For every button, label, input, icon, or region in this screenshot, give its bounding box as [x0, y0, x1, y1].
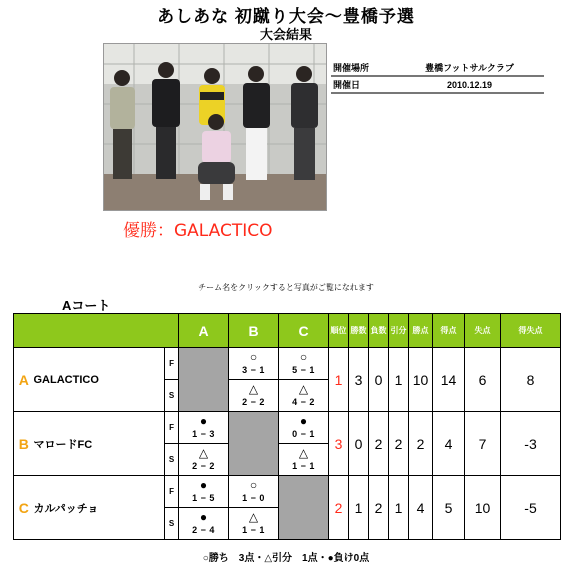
stat-rank: 3 [329, 412, 349, 476]
match-cell-a-s [179, 444, 229, 476]
match-score: 1 − 1 [242, 525, 265, 535]
stat-goals-for: 4 [433, 412, 465, 476]
result-symbol: ● [199, 510, 208, 524]
match-score: 4 − 2 [292, 397, 315, 407]
second-match-label: S [165, 444, 179, 476]
match-score: 1 − 1 [292, 461, 315, 471]
stat-losses: 2 [369, 476, 389, 540]
team-photo-image [104, 44, 327, 211]
col-header-c: C [279, 314, 329, 348]
match-score: 3 − 1 [242, 365, 265, 375]
team-name-link[interactable]: マロードFC [34, 412, 165, 476]
date-row [331, 76, 544, 93]
match-cell-c-f [279, 348, 329, 380]
winner-text: 優勝：GALACTICO [123, 221, 273, 241]
result-symbol: ○ [249, 478, 258, 492]
match-cell-b-f [229, 476, 279, 508]
col-header-wins: 勝数 [349, 314, 369, 348]
match-cell-c-s [279, 444, 329, 476]
stat-goals-for: 14 [433, 348, 465, 412]
match-cell-c-f [279, 412, 329, 444]
col-header-goals-for: 得点 [433, 314, 465, 348]
stat-draws: 1 [389, 476, 409, 540]
result-symbol: ○ [249, 350, 258, 364]
stat-goals-against: 7 [465, 412, 501, 476]
stat-losses: 0 [369, 348, 389, 412]
stat-points: 10 [409, 348, 433, 412]
match-cell-a-f [179, 476, 229, 508]
match-score: 2 − 2 [192, 461, 215, 471]
match-cell-b-s [229, 380, 279, 412]
col-header-losses: 負数 [369, 314, 389, 348]
stat-wins: 1 [349, 476, 369, 540]
league-table [13, 313, 561, 540]
venue-row [331, 59, 544, 76]
match-cell-b-s [229, 508, 279, 540]
header-row [14, 314, 561, 348]
date-value: 2010.12.19 [393, 76, 544, 93]
col-header-rank: 順位 [329, 314, 349, 348]
diagonal-cell [279, 476, 329, 540]
result-symbol: △ [248, 510, 259, 524]
stat-wins: 3 [349, 348, 369, 412]
stat-losses: 2 [369, 412, 389, 476]
first-match-label: F [165, 476, 179, 508]
stat-goal-diff: 8 [501, 348, 561, 412]
stat-goals-against: 6 [465, 348, 501, 412]
result-symbol: △ [248, 382, 259, 396]
stat-goal-diff: -5 [501, 476, 561, 540]
header-blank [14, 314, 179, 348]
col-header-b: B [229, 314, 279, 348]
stat-points: 4 [409, 476, 433, 540]
second-match-label: S [165, 508, 179, 540]
col-header-goals-against: 失点 [465, 314, 501, 348]
team-id: A [14, 348, 34, 412]
first-match-label: F [165, 348, 179, 380]
result-symbol: △ [198, 446, 209, 460]
stat-draws: 1 [389, 348, 409, 412]
team-name-link[interactable]: GALACTICO [34, 348, 165, 412]
stat-draws: 2 [389, 412, 409, 476]
stat-goals-against: 10 [465, 476, 501, 540]
match-score: 2 − 4 [192, 525, 215, 535]
team-row-b [14, 412, 561, 444]
venue-value: 豊橋フットサルクラブ [393, 59, 544, 76]
match-cell-c-s [279, 380, 329, 412]
match-cell-a-s [179, 508, 229, 540]
stat-rank: 1 [329, 348, 349, 412]
match-score: 1 − 3 [192, 429, 215, 439]
col-header-points: 勝点 [409, 314, 433, 348]
stat-wins: 0 [349, 412, 369, 476]
stat-goal-diff: -3 [501, 412, 561, 476]
match-score: 0 − 1 [292, 429, 315, 439]
diagonal-cell [179, 348, 229, 412]
result-symbol: ○ [299, 350, 308, 364]
page-subtitle: 大会結果 [259, 27, 312, 42]
result-symbol: ● [199, 478, 208, 492]
match-score: 2 − 2 [242, 397, 265, 407]
match-cell-a-f [179, 412, 229, 444]
first-match-label: F [165, 412, 179, 444]
stat-points: 2 [409, 412, 433, 476]
team-row-a [14, 348, 561, 380]
page-title: あしあな 初蹴り大会〜豊橋予選 [157, 7, 415, 26]
venue-label: 開催場所 [331, 59, 393, 76]
match-score: 5 − 1 [292, 365, 315, 375]
team-id: B [14, 412, 34, 476]
result-legend: ○勝ち 3点・△引分 1点・●負け0点 [202, 553, 370, 564]
match-score: 1 − 5 [192, 493, 215, 503]
match-score: 1 − 0 [242, 493, 265, 503]
col-header-goal-diff: 得失点 [501, 314, 561, 348]
click-note: チーム名をクリックすると写真がご覧になれます [198, 283, 374, 292]
court-label: Aコート [62, 298, 111, 313]
result-symbol: ● [299, 414, 308, 428]
second-match-label: S [165, 380, 179, 412]
team-name-link[interactable]: カルパッチョ [34, 476, 165, 540]
match-cell-b-f [229, 348, 279, 380]
col-header-draws: 引分 [389, 314, 409, 348]
stat-rank: 2 [329, 476, 349, 540]
team-id: C [14, 476, 34, 540]
league-body [14, 348, 561, 540]
date-label: 開催日 [331, 76, 393, 93]
col-header-a: A [179, 314, 229, 348]
diagonal-cell [229, 412, 279, 476]
team-photo[interactable] [103, 43, 327, 211]
event-info [331, 59, 544, 94]
team-row-c [14, 476, 561, 508]
result-symbol: ● [199, 414, 208, 428]
stat-goals-for: 5 [433, 476, 465, 540]
result-symbol: △ [298, 446, 309, 460]
result-symbol: △ [298, 382, 309, 396]
